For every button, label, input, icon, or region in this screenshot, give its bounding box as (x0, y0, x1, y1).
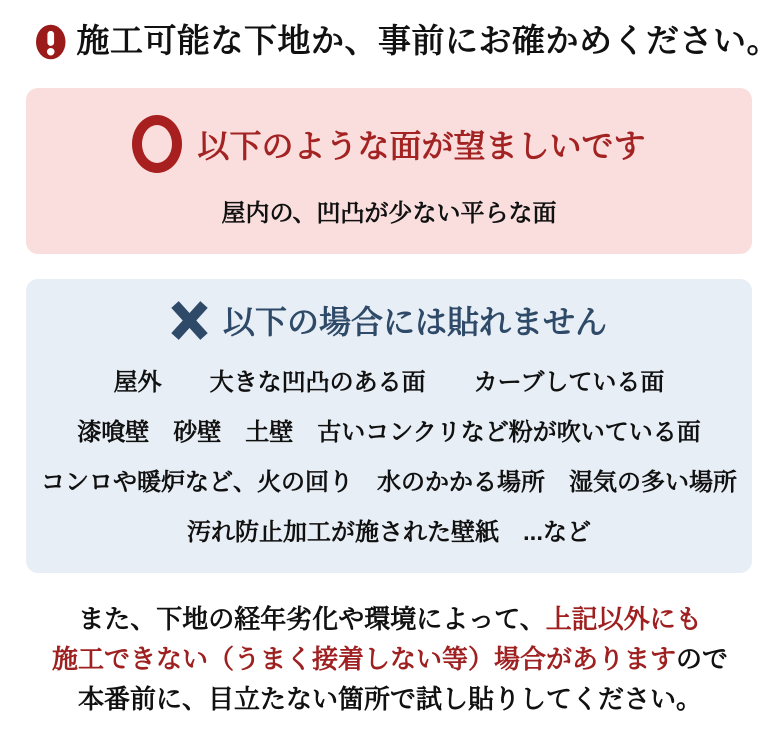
restricted-list-item: 漆喰壁 砂壁 土壁 古いコンクリなど粉が吹いている面 (77, 419, 701, 446)
restricted-list (26, 358, 752, 558)
recommended-heading-row (132, 115, 645, 173)
footer-line-2 (0, 639, 780, 679)
recommended-detail: 屋内の、凹凸が少ない平らな面 (221, 199, 557, 227)
footer-text-red: 施工できない（うまく接着しない等）場合があります (51, 644, 676, 674)
cross-ng-icon (171, 300, 208, 341)
footer-note (0, 599, 780, 719)
restricted-heading: 以下の場合には貼れません (222, 304, 607, 340)
recommended-heading: 以下のような面が望ましいです (197, 127, 646, 164)
page-title: 施工可能な下地か、事前にお確かめください。 (76, 22, 780, 60)
footer-text-black: ので (676, 644, 729, 674)
footer-line-3 (0, 679, 780, 719)
page-header (0, 0, 780, 66)
footer-text-red: 上記以外にも (545, 604, 702, 634)
exclamation-icon (36, 11, 66, 73)
recommended-box (26, 88, 752, 254)
footer-line-1 (0, 599, 780, 639)
restricted-heading-row (26, 279, 752, 347)
footer-text-black: 本番前に、目立たない箇所で試し貼りしてください。 (77, 684, 702, 714)
restricted-list-item: コンロや暖炉など、火の回り 水のかかる場所 湿気の多い場所 (41, 469, 737, 496)
restricted-list-item: 汚れ防止加工が施された壁紙 ...など (186, 519, 591, 546)
restricted-list-item: 屋外 大きな凹凸のある面 カーブしている面 (113, 369, 665, 396)
footer-text-black: また、下地の経年劣化や環境によって、 (78, 604, 546, 634)
restricted-box (26, 279, 752, 573)
circle-ok-icon (132, 115, 182, 173)
